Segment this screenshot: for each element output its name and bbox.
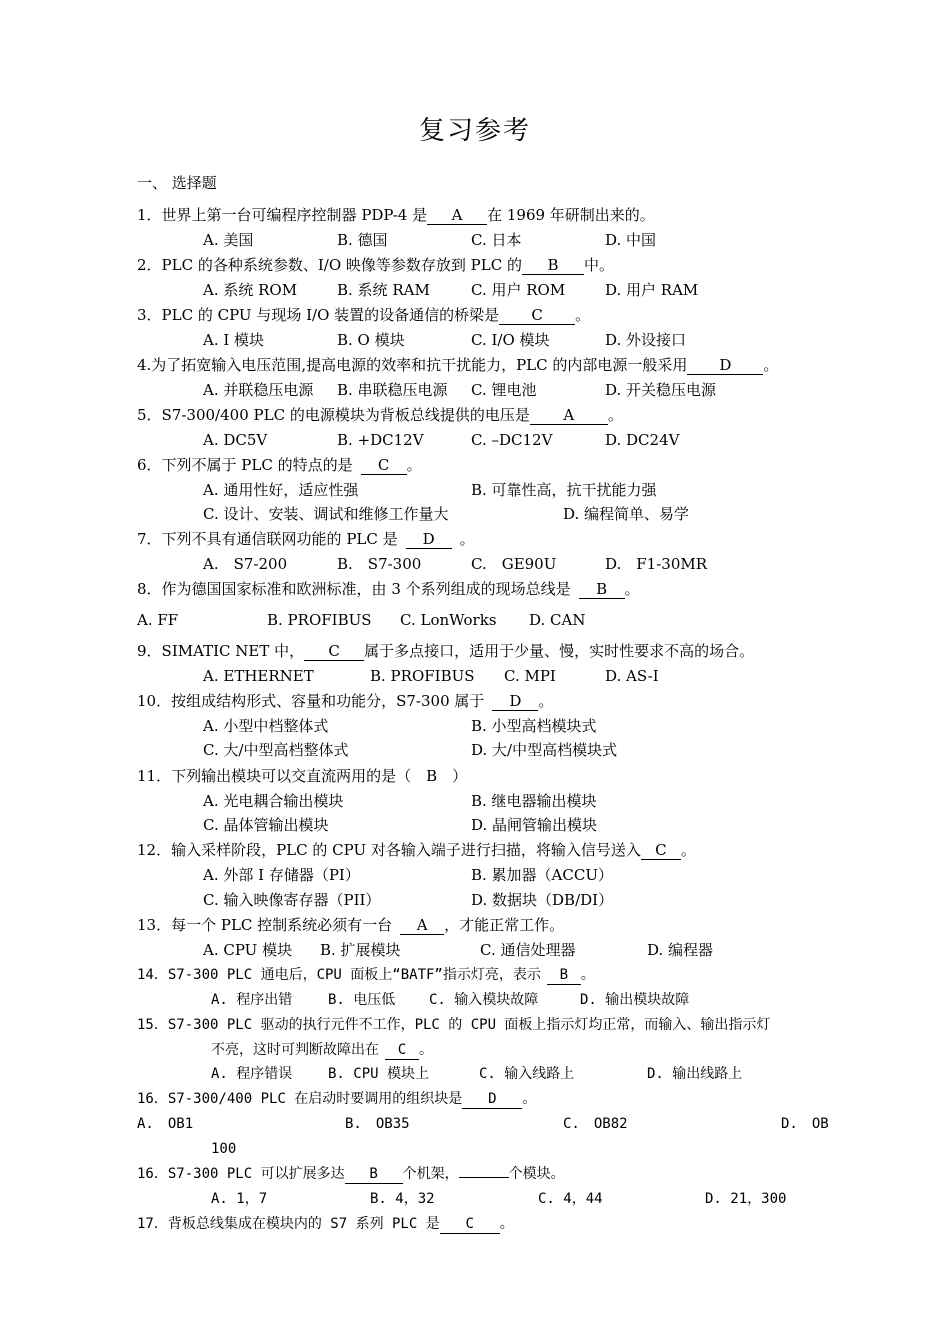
answer-blank: C (361, 456, 407, 475)
question-2-text: 2．PLC 的各种系统参数、I/O 映像等参数存放到 PLC 的 (137, 256, 522, 274)
option: B. 4，32 (370, 1191, 435, 1207)
option: D. 输出模块故障 (580, 992, 690, 1008)
question-13-tail: ，才能正常工作。 (444, 916, 565, 934)
question-3-text: 3．PLC 的 CPU 与现场 I/O 装置的设备通信的桥梁是 (137, 306, 500, 324)
question-1-tail: 在 1969 年研制出来的。 (487, 206, 655, 224)
option: A. FF (137, 611, 179, 629)
option: C. 晶体管输出模块 (203, 816, 329, 834)
option: C. 输入映像寄存器（PII） (203, 891, 381, 909)
option: A. 美国 (203, 231, 254, 249)
question-2-tail: 中。 (583, 256, 614, 274)
option: B. OB35 (345, 1116, 410, 1132)
option: C. GE90U (471, 555, 557, 573)
option: D. 用户 RAM (605, 281, 699, 299)
option: A. 并联稳压电源 (203, 381, 314, 399)
option: D. F1-30MR (605, 555, 708, 573)
option: B. O 模块 (337, 331, 405, 349)
option: C. 大/中型高档整体式 (203, 741, 349, 759)
option: B. 可靠性高，抗干扰能力强 (471, 481, 657, 499)
answer-blank: A (400, 916, 444, 935)
answer-blank: C (440, 1215, 500, 1234)
question-15-continued (211, 1040, 433, 1060)
question-5 (137, 405, 623, 425)
question-17-text: 17．背板总线集成在模块内的 S7 系列 PLC 是 (137, 1216, 440, 1232)
answer-blank: C (641, 841, 681, 860)
option: A. 通用性好，适应性强 (203, 481, 359, 499)
question-16b (137, 1164, 565, 1184)
question-16b-text: 16．S7-300 PLC 可以扩展多达 (137, 1166, 345, 1182)
answer-blank: B (345, 1165, 403, 1184)
answer-blank: B (547, 966, 581, 985)
question-1-text: 1．世界上第一台可编程序控制器 PDP-4 是 (137, 206, 428, 224)
option: C. 设计、安装、调试和维修工作量大 (203, 505, 449, 523)
answer-blank: C (385, 1041, 419, 1060)
question-17-tail: 。 (499, 1216, 514, 1232)
option: A. 程序错误 (211, 1066, 293, 1082)
option: A. OB1 (137, 1116, 194, 1132)
option: D. 21，300 (705, 1191, 787, 1207)
question-17 (137, 1214, 514, 1234)
option: A. 程序出错 (211, 992, 293, 1008)
question-7-tail: 。 (459, 530, 475, 548)
option: D. DC24V (605, 431, 680, 449)
option: D. 编程简单、易学 (563, 505, 690, 523)
option: C. I/O 模块 (471, 331, 550, 349)
question-12 (137, 840, 696, 860)
question-15: 15．S7-300 PLC 驱动的执行元件不工作，PLC 的 CPU 面板上指示灯均正常，而输入、输出指示灯 (137, 1017, 771, 1033)
question-13 (137, 915, 564, 935)
answer-blank: D (462, 1090, 522, 1109)
question-14-tail: 。 (580, 967, 595, 983)
answer-blank: C (304, 642, 364, 661)
option: C. MPI (504, 667, 556, 685)
question-11: 11．下列输出模块可以交直流两用的是（ B ） (137, 767, 468, 785)
question-5-text: 5．S7-300/400 PLC 的电源模块为背板总线提供的电压是 (137, 406, 530, 424)
answer-blank: B (579, 580, 625, 599)
option: C. 通信处理器 (480, 941, 576, 959)
option: D. 中国 (605, 231, 657, 249)
option: B. 累加器（ACCU） (471, 866, 613, 884)
option-wrap: 100 (211, 1141, 237, 1157)
option: C. 4，44 (538, 1191, 603, 1207)
question-16a (137, 1089, 536, 1109)
question-14 (137, 965, 595, 985)
option: D. 输出线路上 (647, 1066, 743, 1082)
option: C. 锂电池 (471, 381, 537, 399)
option: B. S7-300 (337, 555, 422, 573)
option: D. 晶闸管输出模块 (471, 816, 598, 834)
option: C. 输入模块故障 (429, 992, 539, 1008)
answer-blank: D (687, 356, 763, 375)
question-12-tail: 。 (680, 841, 696, 859)
question-10-tail: 。 (538, 692, 554, 710)
question-6 (137, 455, 422, 475)
option: A. I 模块 (203, 331, 265, 349)
question-9-tail: 属于多点接口，适用于少量、慢，实时性要求不高的场合。 (364, 642, 755, 660)
question-14-text: 14．S7-300 PLC 通电后，CPU 面板上“BATF”指示灯亮，表示 (137, 967, 541, 983)
option: C. OB82 (563, 1116, 628, 1132)
option: B. 电压低 (328, 992, 396, 1008)
option: C. LonWorks (400, 611, 497, 629)
question-16b-mid: 个机架， (402, 1166, 459, 1182)
answer-blank: D (492, 692, 538, 711)
question-6-text: 6．下列不属于 PLC 的特点的是 (137, 456, 353, 474)
question-6-tail: 。 (406, 456, 422, 474)
answer-blank: A (427, 206, 487, 225)
question-16a-text: 16．S7-300/400 PLC 在启动时要调用的组织块是 (137, 1091, 463, 1107)
question-7 (137, 529, 475, 549)
page-title: 复习参考 (418, 116, 531, 146)
section-heading: 一、 选择题 (137, 174, 217, 192)
option: D. 外设接口 (605, 331, 687, 349)
question-9-text: 9．SIMATIC NET 中， (137, 642, 305, 660)
question-8-text: 8．作为德国国家标准和欧洲标准，由 3 个系列组成的现场总线是 (137, 580, 571, 598)
question-10-text: 10．按组成结构形式、容量和功能分，S7-300 属于 (137, 692, 485, 710)
question-8 (137, 579, 640, 599)
option: D. CAN (529, 611, 586, 629)
question-3-tail: 。 (575, 306, 591, 324)
answer-blank: C (499, 306, 575, 325)
option: A. 光电耦合输出模块 (203, 792, 344, 810)
option: A. 系统 ROM (203, 281, 298, 299)
option: A. 小型中档整体式 (203, 717, 329, 735)
option: D. 数据块（DB/DI） (471, 891, 614, 909)
question-4-text: 4.为了拓宽输入电压范围,提高电源的效率和抗干扰能力，PLC 的内部电源一般采用 (137, 356, 688, 374)
option: B. 继电器输出模块 (471, 792, 597, 810)
option: D. 开关稳压电源 (605, 381, 717, 399)
question-4 (137, 355, 778, 375)
option: B. 扩展模块 (320, 941, 401, 959)
question-12-text: 12．输入采样阶段，PLC 的 CPU 对各输入端子进行扫描，将输入信号送入 (137, 841, 641, 859)
answer-blank-2 (459, 1177, 509, 1178)
option: B. 小型高档模块式 (471, 717, 597, 735)
option: A. 外部 I 存储器（PI） (203, 866, 360, 884)
question-9 (137, 641, 754, 661)
option: C. 用户 ROM (471, 281, 566, 299)
answer-blank: D (406, 530, 452, 549)
option: D. 编程器 (647, 941, 714, 959)
option: B. 系统 RAM (337, 281, 430, 299)
option: A. ETHERNET (203, 667, 314, 685)
option: D. AS-I (605, 667, 659, 685)
question-15-tail: 。 (419, 1042, 433, 1058)
question-8-tail: 。 (624, 580, 640, 598)
answer-blank: A (530, 406, 608, 425)
option: B. 串联稳压电源 (337, 381, 448, 399)
question-1 (137, 205, 655, 225)
option: A. 1，7 (211, 1191, 268, 1207)
question-16a-tail: 。 (522, 1091, 537, 1107)
option: C. 输入线路上 (479, 1066, 575, 1082)
option: D. OB (781, 1116, 829, 1132)
question-4-tail: 。 (763, 356, 779, 374)
option: C. –DC12V (471, 431, 553, 449)
question-15-text: 不亮，这时可判断故障出在 (211, 1042, 379, 1058)
option: D. 大/中型高档模块式 (471, 741, 618, 759)
option: A. CPU 模块 (203, 941, 293, 959)
question-5-tail: 。 (607, 406, 623, 424)
option: B. +DC12V (337, 431, 424, 449)
option: C. 日本 (471, 231, 522, 249)
option: A. DC5V (203, 431, 268, 449)
answer-blank: B (522, 256, 584, 275)
option: B. PROFIBUS (370, 667, 475, 685)
question-7-text: 7．下列不具有通信联网功能的 PLC 是 (137, 530, 398, 548)
question-16b-tail: 个模块。 (508, 1166, 565, 1182)
option: B. PROFIBUS (267, 611, 372, 629)
option: A. S7-200 (203, 555, 288, 573)
question-2 (137, 255, 614, 275)
question-10 (137, 691, 553, 711)
question-3 (137, 305, 590, 325)
option: B. CPU 模块上 (328, 1066, 430, 1082)
option: B. 德国 (337, 231, 388, 249)
question-13-text: 13．每一个 PLC 控制系统必须有一台 (137, 916, 393, 934)
